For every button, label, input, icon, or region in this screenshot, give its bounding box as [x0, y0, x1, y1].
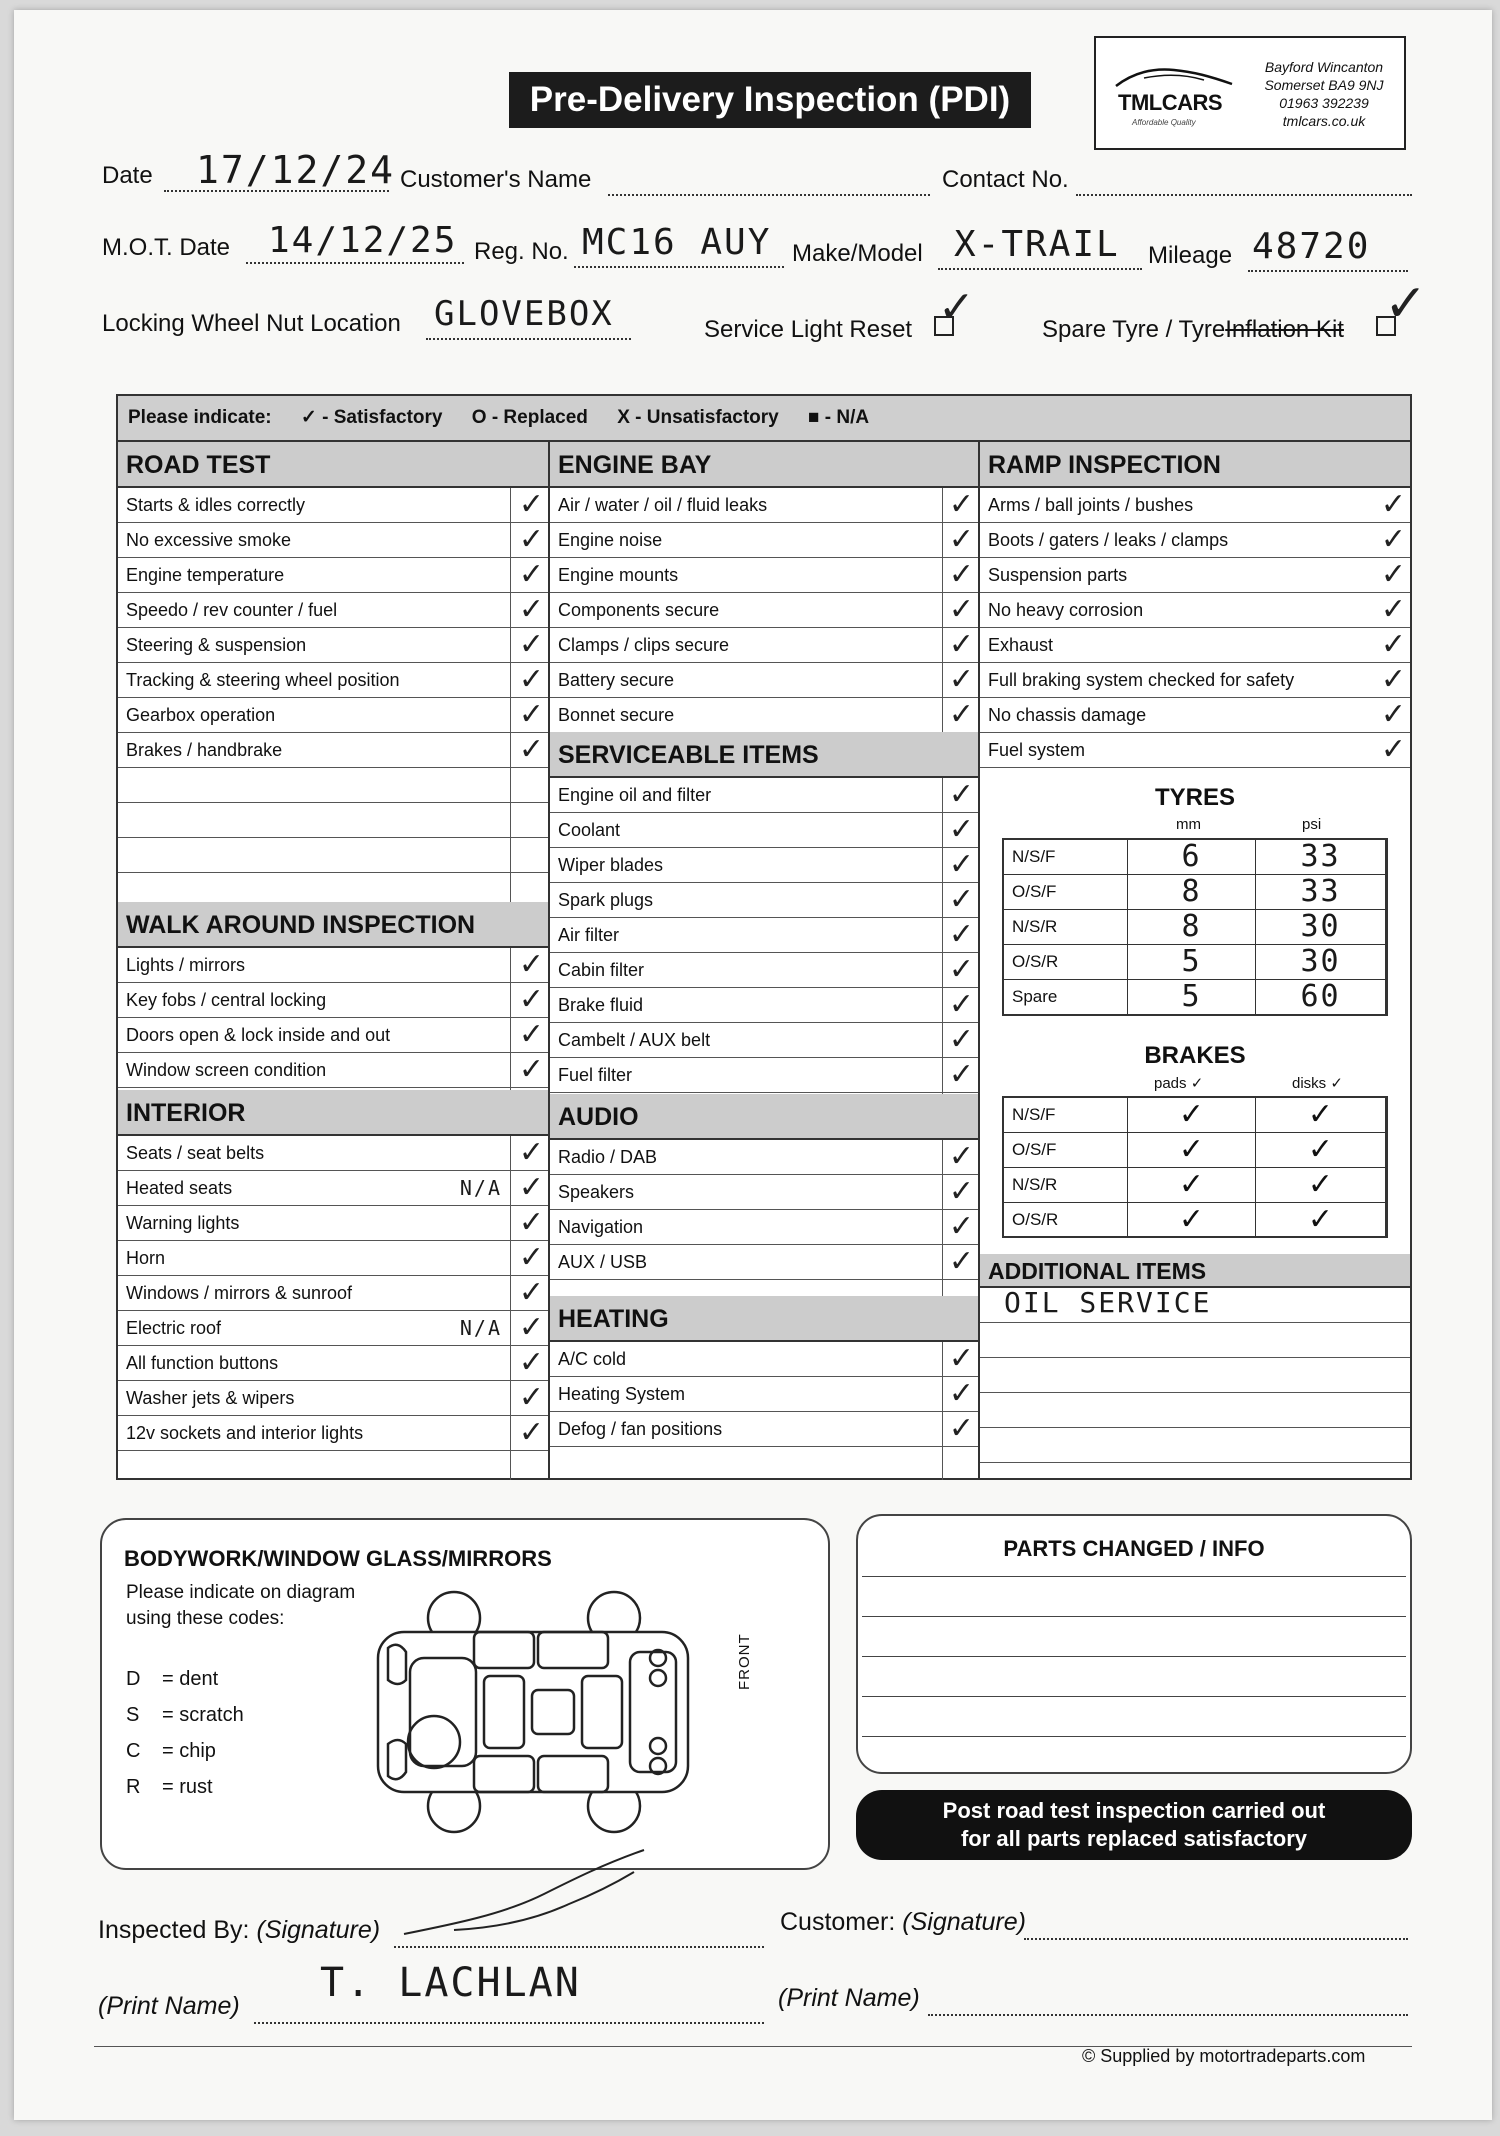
check-item-label: Clamps / clips secure	[558, 635, 730, 655]
brake-pads-check[interactable]: ✓	[1128, 1168, 1256, 1203]
banner-line-2: for all parts replaced satisfactory	[960, 1826, 1308, 1851]
check-item-label: Bonnet secure	[558, 705, 675, 725]
check-item-label: Tracking & steering wheel position	[126, 670, 400, 690]
tyres-mm-label: mm	[1176, 816, 1201, 833]
ramp-row[interactable]	[980, 698, 1410, 733]
parts-changed-heading: PARTS CHANGED / INFO	[1003, 1536, 1265, 1561]
inspected-by-label	[98, 1916, 380, 1945]
walk-around-row[interactable]	[118, 983, 548, 1018]
customer-signature-label	[780, 1908, 1026, 1937]
interior-row[interactable]	[118, 1241, 548, 1276]
audio-row[interactable]	[550, 1140, 978, 1175]
dealer-logo-box	[1094, 36, 1406, 150]
brake-pads-check[interactable]: ✓	[1128, 1098, 1256, 1133]
brake-disks-check[interactable]: ✓	[1256, 1203, 1386, 1238]
inspector-signature-scribble	[394, 1844, 654, 1944]
road-test-row[interactable]	[118, 663, 548, 698]
check-item-label: A/C cold	[558, 1349, 627, 1369]
road-test-row[interactable]	[118, 698, 548, 733]
check-item-label: Engine oil and filter	[558, 785, 712, 805]
heating-row[interactable]	[550, 1377, 978, 1412]
check-item-label: Speedo / rev counter / fuel	[126, 600, 338, 620]
check-item-label: Steering & suspension	[126, 635, 307, 655]
check-item-label: Battery secure	[558, 670, 675, 690]
damage-code-meaning: = dent	[162, 1668, 219, 1690]
not-applicable-mark: N/A	[459, 1316, 502, 1340]
damage-code-meaning: = chip	[162, 1740, 216, 1762]
customer-text: Customer:	[780, 1908, 896, 1936]
check-tick-mark[interactable]: ✓	[948, 1411, 974, 1446]
customer-print-label	[778, 1984, 920, 2013]
tyre-depth-mm[interactable]: 8	[1128, 875, 1256, 910]
check-item-label: Navigation	[558, 1217, 644, 1237]
check-item-label: Heated seats	[126, 1178, 233, 1198]
check-item-label: All function buttons	[126, 1353, 279, 1373]
parts-line[interactable]	[862, 1696, 1406, 1697]
interior-row[interactable]	[118, 1346, 548, 1381]
brake-pads-check[interactable]: ✓	[1128, 1133, 1256, 1168]
additional-item-row[interactable]	[980, 1358, 1410, 1393]
tyre-pressure-psi[interactable]: 33	[1256, 840, 1386, 875]
check-item-label: Engine noise	[558, 530, 663, 550]
check-item-label: Components secure	[558, 600, 720, 620]
check-tick-mark[interactable]: ✓	[518, 697, 544, 732]
audio-heading: AUDIO	[550, 1094, 978, 1140]
legend-na: ■ - N/A	[808, 407, 870, 428]
address-line: Bayford Wincanton	[1264, 59, 1384, 75]
locking-nut-value: GLOVEBOX	[434, 294, 614, 334]
check-tick-mark[interactable]: ✓	[948, 847, 974, 882]
tyre-depth-mm[interactable]: 5	[1128, 980, 1256, 1015]
check-tick-mark[interactable]: ✓	[1380, 732, 1406, 767]
check-item-label: Cabin filter	[558, 960, 645, 980]
check-item-label: Wiper blades	[558, 855, 664, 875]
check-item-label: AUX / USB	[558, 1252, 648, 1272]
footer-credit: © Supplied by motortradeparts.com	[1082, 2046, 1366, 2066]
car-silhouette-icon	[1114, 64, 1234, 90]
front-label: FRONT	[736, 1633, 753, 1690]
check-item-label: Heating System	[558, 1384, 686, 1404]
additional-item-row[interactable]	[980, 1428, 1410, 1463]
car-body-diagram[interactable]	[364, 1582, 744, 1842]
engine-bay-row[interactable]	[550, 628, 978, 663]
check-tick-mark[interactable]: ✓	[518, 1170, 544, 1205]
check-tick-mark[interactable]: ✓	[948, 487, 974, 522]
check-item-label: Seats / seat belts	[126, 1143, 265, 1163]
damage-code-letter: D	[126, 1668, 141, 1690]
check-tick-mark[interactable]: ✓	[518, 1135, 544, 1170]
right-column	[978, 440, 1412, 1480]
check-item-label: Gearbox operation	[126, 705, 276, 725]
tyres-heading: TYRES	[1154, 784, 1235, 811]
brake-disks-check[interactable]: ✓	[1256, 1098, 1386, 1133]
brakes-heading: BRAKES	[1144, 1042, 1246, 1069]
check-tick-mark[interactable]: ✓	[1380, 662, 1406, 697]
post-road-test-banner	[856, 1790, 1412, 1860]
customer-signature-hint: (Signature)	[902, 1908, 1026, 1936]
check-tick-mark[interactable]: ✓	[518, 982, 544, 1017]
spare-tyre-label-a: Spare Tyre / Tyre	[1042, 316, 1226, 343]
reg-no-value: MC16 AUY	[582, 222, 772, 263]
check-item-label: Fuel filter	[558, 1065, 633, 1085]
check-item-label: Horn	[126, 1248, 166, 1268]
bodywork-instruction-2: using these codes:	[126, 1608, 285, 1629]
damage-code-letter: S	[126, 1704, 140, 1726]
audio-row[interactable]	[550, 1245, 978, 1280]
check-tick-mark[interactable]: ✓	[948, 812, 974, 847]
check-tick-mark[interactable]: ✓	[948, 627, 974, 662]
engine-bay-row[interactable]	[550, 523, 978, 558]
check-tick-mark[interactable]: ✓	[518, 1275, 544, 1310]
check-tick-mark[interactable]: ✓	[518, 1345, 544, 1380]
form-title: Pre-Delivery Inspection (PDI)	[509, 72, 1031, 128]
inspected-by-text: Inspected By:	[98, 1916, 250, 1944]
check-tick-mark[interactable]: ✓	[518, 732, 544, 767]
brake-position: N/S/R	[1004, 1168, 1128, 1203]
check-tick-mark[interactable]: ✓	[518, 662, 544, 697]
legend-bar	[116, 394, 1412, 442]
serviceable-row[interactable]	[550, 1058, 978, 1093]
serviceable-row[interactable]	[550, 953, 978, 988]
tyre-pressure-psi[interactable]: 33	[1256, 875, 1386, 910]
tyre-position: O/S/R	[1004, 945, 1128, 980]
check-tick-mark[interactable]: ✓	[948, 1209, 974, 1244]
brake-disks-check[interactable]: ✓	[1256, 1133, 1386, 1168]
additional-item-entry: OIL SERVICE	[1004, 1286, 1212, 1319]
audio-row[interactable]	[550, 1210, 978, 1245]
ramp-row[interactable]	[980, 558, 1410, 593]
brakes-table	[1002, 1096, 1388, 1238]
serviceable-row[interactable]	[550, 988, 978, 1023]
service-light-label: Service Light Reset	[704, 316, 913, 343]
check-tick-mark[interactable]: ✓	[948, 557, 974, 592]
engine-bay-row[interactable]	[550, 698, 978, 733]
contact-no-field[interactable]	[1076, 170, 1412, 196]
interior-row[interactable]	[118, 1416, 548, 1451]
check-item-label: 12v sockets and interior lights	[126, 1423, 364, 1443]
brake-disks-check[interactable]: ✓	[1256, 1168, 1386, 1203]
locking-nut-label: Locking Wheel Nut Location	[102, 310, 401, 337]
check-item-label: Lights / mirrors	[126, 955, 246, 975]
spare-tyre-label	[1042, 316, 1344, 344]
check-tick-mark[interactable]: ✓	[518, 1240, 544, 1275]
serviceable-row[interactable]	[550, 1023, 978, 1058]
check-item-label: Warning lights	[126, 1213, 240, 1233]
mileage-value: 48720	[1252, 226, 1371, 267]
engine-bay-row[interactable]	[550, 558, 978, 593]
tyres-psi-label: psi	[1302, 816, 1322, 833]
check-tick-mark[interactable]: ✓	[948, 952, 974, 987]
print-name-hint: (Print Name)	[778, 1984, 920, 2012]
check-item-label: Brakes / handbrake	[126, 740, 283, 760]
mileage-label: Mileage	[1148, 242, 1233, 269]
check-item-label: Coolant	[558, 820, 621, 840]
check-item-label: Electric roof	[126, 1318, 222, 1338]
bodywork-heading: BODYWORK/WINDOW GLASS/MIRRORS	[124, 1546, 552, 1571]
check-tick-mark[interactable]: ✓	[948, 1057, 974, 1092]
tyre-position: Spare	[1004, 980, 1128, 1015]
parts-line[interactable]	[862, 1656, 1406, 1657]
address-line: tmlcars.co.uk	[1282, 113, 1366, 129]
inspector-print-value: T. LACHLAN	[320, 1960, 581, 2006]
check-tick-mark[interactable]: ✓	[948, 1022, 974, 1057]
address-line: Somerset BA9 9NJ	[1264, 77, 1384, 93]
blank-row[interactable]	[118, 838, 548, 873]
check-item-label: Fuel system	[988, 740, 1086, 760]
additional-item-row[interactable]	[980, 1323, 1410, 1358]
check-tick-mark[interactable]: ✓	[948, 662, 974, 697]
tyre-pressure-psi[interactable]: 30	[1256, 910, 1386, 945]
check-tick-mark[interactable]: ✓	[518, 947, 544, 982]
ramp-row[interactable]	[980, 733, 1410, 768]
tyre-pressure-psi[interactable]: 60	[1256, 980, 1386, 1015]
check-tick-mark[interactable]: ✓	[518, 1415, 544, 1450]
ramp-row[interactable]	[980, 488, 1410, 523]
interior-row[interactable]	[118, 1381, 548, 1416]
engine-bay-heading: ENGINE BAY	[550, 442, 978, 488]
spare-tyre-label-b: Inflation Kit	[1225, 316, 1344, 343]
audio-row[interactable]	[550, 1175, 978, 1210]
check-item-label: No heavy corrosion	[988, 600, 1144, 620]
check-tick-mark[interactable]: ✓	[518, 627, 544, 662]
check-item-label: No chassis damage	[988, 705, 1147, 725]
check-tick-mark[interactable]: ✓	[1380, 487, 1406, 522]
parts-line[interactable]	[862, 1736, 1406, 1737]
damage-code-meaning: = scratch	[162, 1704, 244, 1726]
legend-satisfactory: ✓ - Satisfactory	[300, 407, 443, 428]
service-light-tick: ✓	[938, 283, 975, 332]
check-item-label: No excessive smoke	[126, 530, 292, 550]
tyre-position: O/S/F	[1004, 875, 1128, 910]
serviceable-row[interactable]	[550, 918, 978, 953]
banner-line-1: Post road test inspection carried out	[942, 1798, 1326, 1823]
check-tick-mark[interactable]: ✓	[1380, 627, 1406, 662]
serviceable-row[interactable]	[550, 813, 978, 848]
check-tick-mark[interactable]: ✓	[948, 1341, 974, 1376]
parts-line[interactable]	[862, 1616, 1406, 1617]
tyre-depth-mm[interactable]: 8	[1128, 910, 1256, 945]
customer-signature-field[interactable]	[1024, 1914, 1408, 1940]
check-tick-mark[interactable]: ✓	[948, 1376, 974, 1411]
blank-row[interactable]	[118, 803, 548, 838]
make-model-label: Make/Model	[792, 240, 923, 267]
check-item-label: Speakers	[558, 1182, 635, 1202]
check-tick-mark[interactable]: ✓	[518, 1017, 544, 1052]
interior-row[interactable]	[118, 1311, 548, 1346]
additional-item-row[interactable]	[980, 1393, 1410, 1428]
serviceable-heading: SERVICEABLE ITEMS	[550, 732, 978, 778]
check-item-label: Air / water / oil / fluid leaks	[558, 495, 768, 515]
customer-print-field[interactable]	[928, 1990, 1408, 2016]
serviceable-row[interactable]	[550, 778, 978, 813]
check-tick-mark[interactable]: ✓	[948, 882, 974, 917]
road-test-row[interactable]	[118, 593, 548, 628]
check-item-label: Boots / gaters / leaks / clamps	[988, 530, 1229, 550]
check-tick-mark[interactable]: ✓	[1380, 592, 1406, 627]
check-item-label: Windows / mirrors & sunroof	[126, 1283, 353, 1303]
brakes-disks-label: disks ✓	[1292, 1075, 1343, 1092]
check-item-label: Suspension parts	[988, 565, 1128, 585]
contact-no-label: Contact No.	[942, 166, 1069, 193]
brake-position: O/S/R	[1004, 1203, 1128, 1238]
engine-bay-row[interactable]	[550, 593, 978, 628]
tyres-table	[1002, 838, 1388, 1016]
check-item-label: Cambelt / AUX belt	[558, 1030, 711, 1050]
heating-row[interactable]	[550, 1412, 978, 1447]
check-tick-mark[interactable]: ✓	[948, 522, 974, 557]
check-item-label: Window screen condition	[126, 1060, 327, 1080]
date-label: Date	[102, 162, 153, 189]
check-tick-mark[interactable]: ✓	[948, 987, 974, 1022]
check-item-label: Brake fluid	[558, 995, 644, 1015]
print-name-hint: (Print Name)	[98, 1992, 240, 2020]
interior-heading: INTERIOR	[118, 1090, 548, 1136]
address-line: 01963 392239	[1279, 95, 1369, 111]
road-test-heading: ROAD TEST	[118, 442, 548, 488]
check-tick-mark[interactable]: ✓	[948, 917, 974, 952]
left-column	[116, 440, 550, 1480]
additional-items-heading: ADDITIONAL ITEMS	[980, 1254, 1410, 1288]
damage-code-letter: R	[126, 1776, 141, 1798]
interior-row[interactable]	[118, 1171, 548, 1206]
damage-code-letter: C	[126, 1740, 141, 1762]
middle-column	[548, 440, 980, 1480]
ramp-heading: RAMP INSPECTION	[980, 442, 1410, 488]
road-test-row[interactable]	[118, 628, 548, 663]
check-tick-mark[interactable]: ✓	[1380, 697, 1406, 732]
legend-replaced: O - Replaced	[471, 407, 588, 428]
check-tick-mark[interactable]: ✓	[518, 1052, 544, 1087]
check-tick-mark[interactable]: ✓	[518, 487, 544, 522]
ramp-row[interactable]	[980, 523, 1410, 558]
check-item-label: Engine temperature	[126, 565, 285, 585]
date-value: 17/12/24	[196, 148, 396, 192]
customer-name-field[interactable]	[608, 170, 930, 196]
check-item-label: Radio / DAB	[558, 1147, 658, 1167]
road-test-row[interactable]	[118, 523, 548, 558]
check-tick-mark[interactable]: ✓	[948, 777, 974, 812]
check-tick-mark[interactable]: ✓	[518, 1205, 544, 1240]
legend-prefix: Please indicate:	[128, 407, 272, 428]
ramp-row[interactable]	[980, 593, 1410, 628]
road-test-row[interactable]	[118, 558, 548, 593]
check-item-label: Defog / fan positions	[558, 1419, 723, 1439]
additional-item-row[interactable]	[980, 1288, 1410, 1323]
walk-around-row[interactable]	[118, 1053, 548, 1088]
walk-around-row[interactable]	[118, 948, 548, 983]
spare-tyre-tick: ✓	[1384, 275, 1428, 333]
check-tick-mark[interactable]: ✓	[518, 592, 544, 627]
serviceable-row[interactable]	[550, 883, 978, 918]
tyre-depth-mm[interactable]: 6	[1128, 840, 1256, 875]
engine-bay-row[interactable]	[550, 488, 978, 523]
check-tick-mark[interactable]: ✓	[1380, 522, 1406, 557]
not-applicable-mark: N/A	[459, 1176, 502, 1200]
check-tick-mark[interactable]: ✓	[518, 522, 544, 557]
bodywork-instruction-1: Please indicate on diagram	[126, 1582, 356, 1603]
check-item-label: Spark plugs	[558, 890, 654, 910]
tyre-depth-mm[interactable]: 5	[1128, 945, 1256, 980]
parts-changed-box	[856, 1514, 1412, 1774]
brake-position: N/S/F	[1004, 1098, 1128, 1133]
walk-around-heading: WALK AROUND INSPECTION	[118, 902, 548, 948]
pdi-form-sheet	[14, 10, 1492, 2120]
reg-no-label: Reg. No.	[474, 238, 569, 265]
bodywork-box	[100, 1518, 830, 1870]
check-tick-mark[interactable]: ✓	[948, 1139, 974, 1174]
interior-row[interactable]	[118, 1206, 548, 1241]
brake-position: O/S/F	[1004, 1133, 1128, 1168]
road-test-row[interactable]	[118, 488, 548, 523]
road-test-row[interactable]	[118, 733, 548, 768]
check-item-label: Washer jets & wipers	[126, 1388, 295, 1408]
blank-row[interactable]	[118, 768, 548, 803]
tyre-pressure-psi[interactable]: 30	[1256, 945, 1386, 980]
tyre-position: N/S/F	[1004, 840, 1128, 875]
brakes-pads-label: pads ✓	[1154, 1075, 1204, 1092]
inspected-signature-hint: (Signature)	[256, 1916, 381, 1944]
check-tick-mark[interactable]: ✓	[518, 557, 544, 592]
walk-around-row[interactable]	[118, 1018, 548, 1053]
interior-row[interactable]	[118, 1136, 548, 1171]
ramp-row[interactable]	[980, 663, 1410, 698]
check-item-label: Engine mounts	[558, 565, 679, 585]
check-tick-mark[interactable]: ✓	[518, 1380, 544, 1415]
check-item-label: Doors open & lock inside and out	[126, 1025, 391, 1045]
check-tick-mark[interactable]: ✓	[948, 697, 974, 732]
check-item-label: Starts & idles correctly	[126, 495, 306, 515]
customer-name-label: Customer's Name	[400, 166, 592, 193]
check-tick-mark[interactable]: ✓	[518, 1310, 544, 1345]
make-model-value: X-TRAIL	[954, 224, 1120, 265]
check-item-label: Full braking system checked for safety	[988, 670, 1295, 690]
serviceable-row[interactable]	[550, 848, 978, 883]
mot-date-label: M.O.T. Date	[102, 234, 231, 261]
brake-pads-check[interactable]: ✓	[1128, 1203, 1256, 1238]
check-tick-mark[interactable]: ✓	[948, 1244, 974, 1279]
interior-row[interactable]	[118, 1276, 548, 1311]
tyre-position: N/S/R	[1004, 910, 1128, 945]
check-tick-mark[interactable]: ✓	[1380, 557, 1406, 592]
logo-brand: TMLCARS	[1118, 90, 1223, 115]
ramp-row[interactable]	[980, 628, 1410, 663]
heating-row[interactable]	[550, 1342, 978, 1377]
check-item-label: Arms / ball joints / bushes	[988, 495, 1194, 515]
dealer-address	[1254, 58, 1394, 130]
check-item-label: Air filter	[558, 925, 620, 945]
inspector-print-label	[98, 1992, 240, 2021]
damage-code-meaning: = rust	[162, 1776, 213, 1798]
check-tick-mark[interactable]: ✓	[948, 1174, 974, 1209]
mot-date-value: 14/12/25	[268, 220, 458, 261]
heating-heading: HEATING	[550, 1296, 978, 1342]
legend-unsatisfactory: X - Unsatisfactory	[617, 407, 779, 428]
logo-tagline: Affordable Quality	[1132, 118, 1196, 127]
check-tick-mark[interactable]: ✓	[948, 592, 974, 627]
check-item-label: Key fobs / central locking	[126, 990, 327, 1010]
check-item-label: Exhaust	[988, 635, 1054, 655]
engine-bay-row[interactable]	[550, 663, 978, 698]
